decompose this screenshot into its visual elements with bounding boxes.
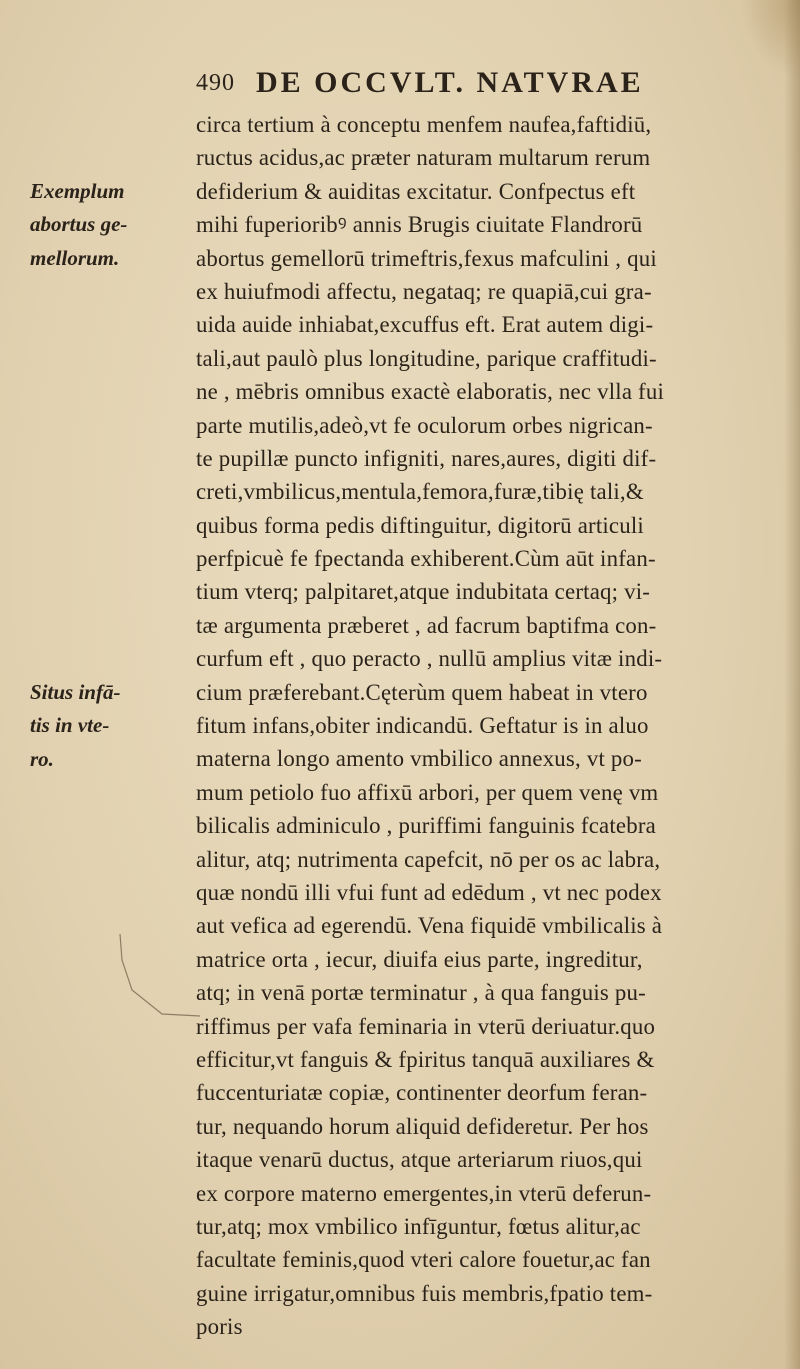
text-line: poris [196, 1314, 243, 1340]
margin-note-line: mellorum. [30, 245, 120, 270]
text-line: tur,atq; mox vmbilico infīguntur, fœtus alitur,ac [196, 1213, 641, 1239]
text-line: tali,aut paulò plus longitudine, parique craffitudi- [196, 345, 657, 371]
text-line: abortus gemellorū trimeftris,fexus mafculini , qui [196, 245, 657, 271]
text-line: atq; in venā portæ terminatur , à qua fanguis pu- [196, 980, 646, 1006]
running-title: DE OCCVLT. NATVRAE [256, 66, 644, 99]
text-line: alitur, atq; nutrimenta capefcit, nō per os ac labra, [196, 846, 661, 872]
text-line: quibus forma pedis diftinguitur, digitorū articuli [196, 512, 644, 538]
text-line: efficitur,vt fanguis & fpiritus tanquā auxiliares & [196, 1046, 655, 1072]
text-line: facultate feminis,quod vteri calore fouetur,ac fan [196, 1247, 651, 1273]
margin-note-line: abortus ge- [30, 212, 128, 237]
text-line: materna longo amento vmbilico annexus, vt po- [196, 746, 642, 772]
margin-note-line: Situs infā- [30, 680, 121, 704]
text-line: tium vterq; palpitaret,atque indubitata certaq; vi- [196, 579, 651, 605]
text-line: itaque venarū ductus, atque arteriarum riuos,qui [196, 1147, 643, 1173]
text-line: bilicalis adminiculo , puriffimi fanguinis fcatebra [196, 813, 657, 839]
page-number: 490 [196, 70, 235, 96]
text-line: ructus acidus,ac præter naturam multarum rerum [196, 145, 651, 171]
handwritten-bracket-mark [112, 930, 202, 1020]
text-line: fitum infans,obiter indicandū. Geftatur is in aluo [196, 713, 649, 739]
text-line: ne , mēbris omnibus exactè elaboratis, nec vlla fui [196, 379, 665, 405]
text-line: mum petiolo fuo affixū arbori, per quem venę vm [196, 779, 659, 805]
margin-note-line: Exemplum [30, 179, 125, 203]
body-text [196, 108, 766, 1343]
margin-note-line: tis in vte- [30, 713, 110, 738]
text-line: tur, nequando horum aliquid defideretur. Per hos [196, 1113, 649, 1139]
text-line: perfpicuè fe fpectanda exhiberent.Cùm aūt infan- [196, 546, 656, 572]
text-line: matrice orta , iecur, diuifa eius parte, ingreditur, [196, 946, 643, 972]
text-line: parte mutilis,adeò,vt fe oculorum orbes nigrican- [196, 412, 653, 438]
text-line: tæ argumenta præberet , ad facrum baptifma con- [196, 612, 657, 638]
running-head [196, 66, 756, 106]
text-line: fuccenturiatæ copiæ, continenter deorfum feran- [196, 1080, 648, 1106]
text-line: circa tertium à conceptu menfem naufea,faftidiū, [196, 112, 652, 137]
margin-note-line: ro. [30, 746, 54, 771]
text-line: mihi fuperioribꝰ annis Brugis ciuitate Flandrorū [196, 212, 643, 238]
margin-note-exemplum [30, 175, 195, 275]
text-line: ex huiufmodi affectu, negataq; re quapiā,cui gra- [196, 278, 652, 304]
text-line: riffimus per vafa feminaria in vterū deriuatur.quo [196, 1013, 656, 1039]
page-edge-shadow [784, 0, 800, 1369]
margin-note-situs [30, 676, 195, 776]
text-line: cium præferebant.Cęterùm quem habeat in vtero [196, 679, 648, 705]
text-line: guine irrigatur,omnibus fuis membris,fpatio tem- [196, 1280, 653, 1306]
text-line: ex corpore materno emergentes,in vterū deferun- [196, 1180, 652, 1206]
text-line: uida auide inhiabat,excuffus eft. Erat autem digi- [196, 312, 654, 338]
text-line: defiderium & auiditas excitatur. Confpectus eft [196, 178, 636, 204]
text-line: creti,vmbilicus,mentula,femora,furæ,tibię tali,& [196, 479, 644, 505]
text-line: quæ nondū illi vfui funt ad edēdum , vt nec podex [196, 879, 662, 905]
text-line: aut vefica ad egerendū. Vena fiquidē vmbilicalis à [196, 913, 663, 939]
text-line: curfum eft , quo peracto , nullū amplius vitæ indi- [196, 646, 663, 672]
text-line: te pupillæ puncto infigniti, nares,aures, digiti dif- [196, 445, 657, 471]
